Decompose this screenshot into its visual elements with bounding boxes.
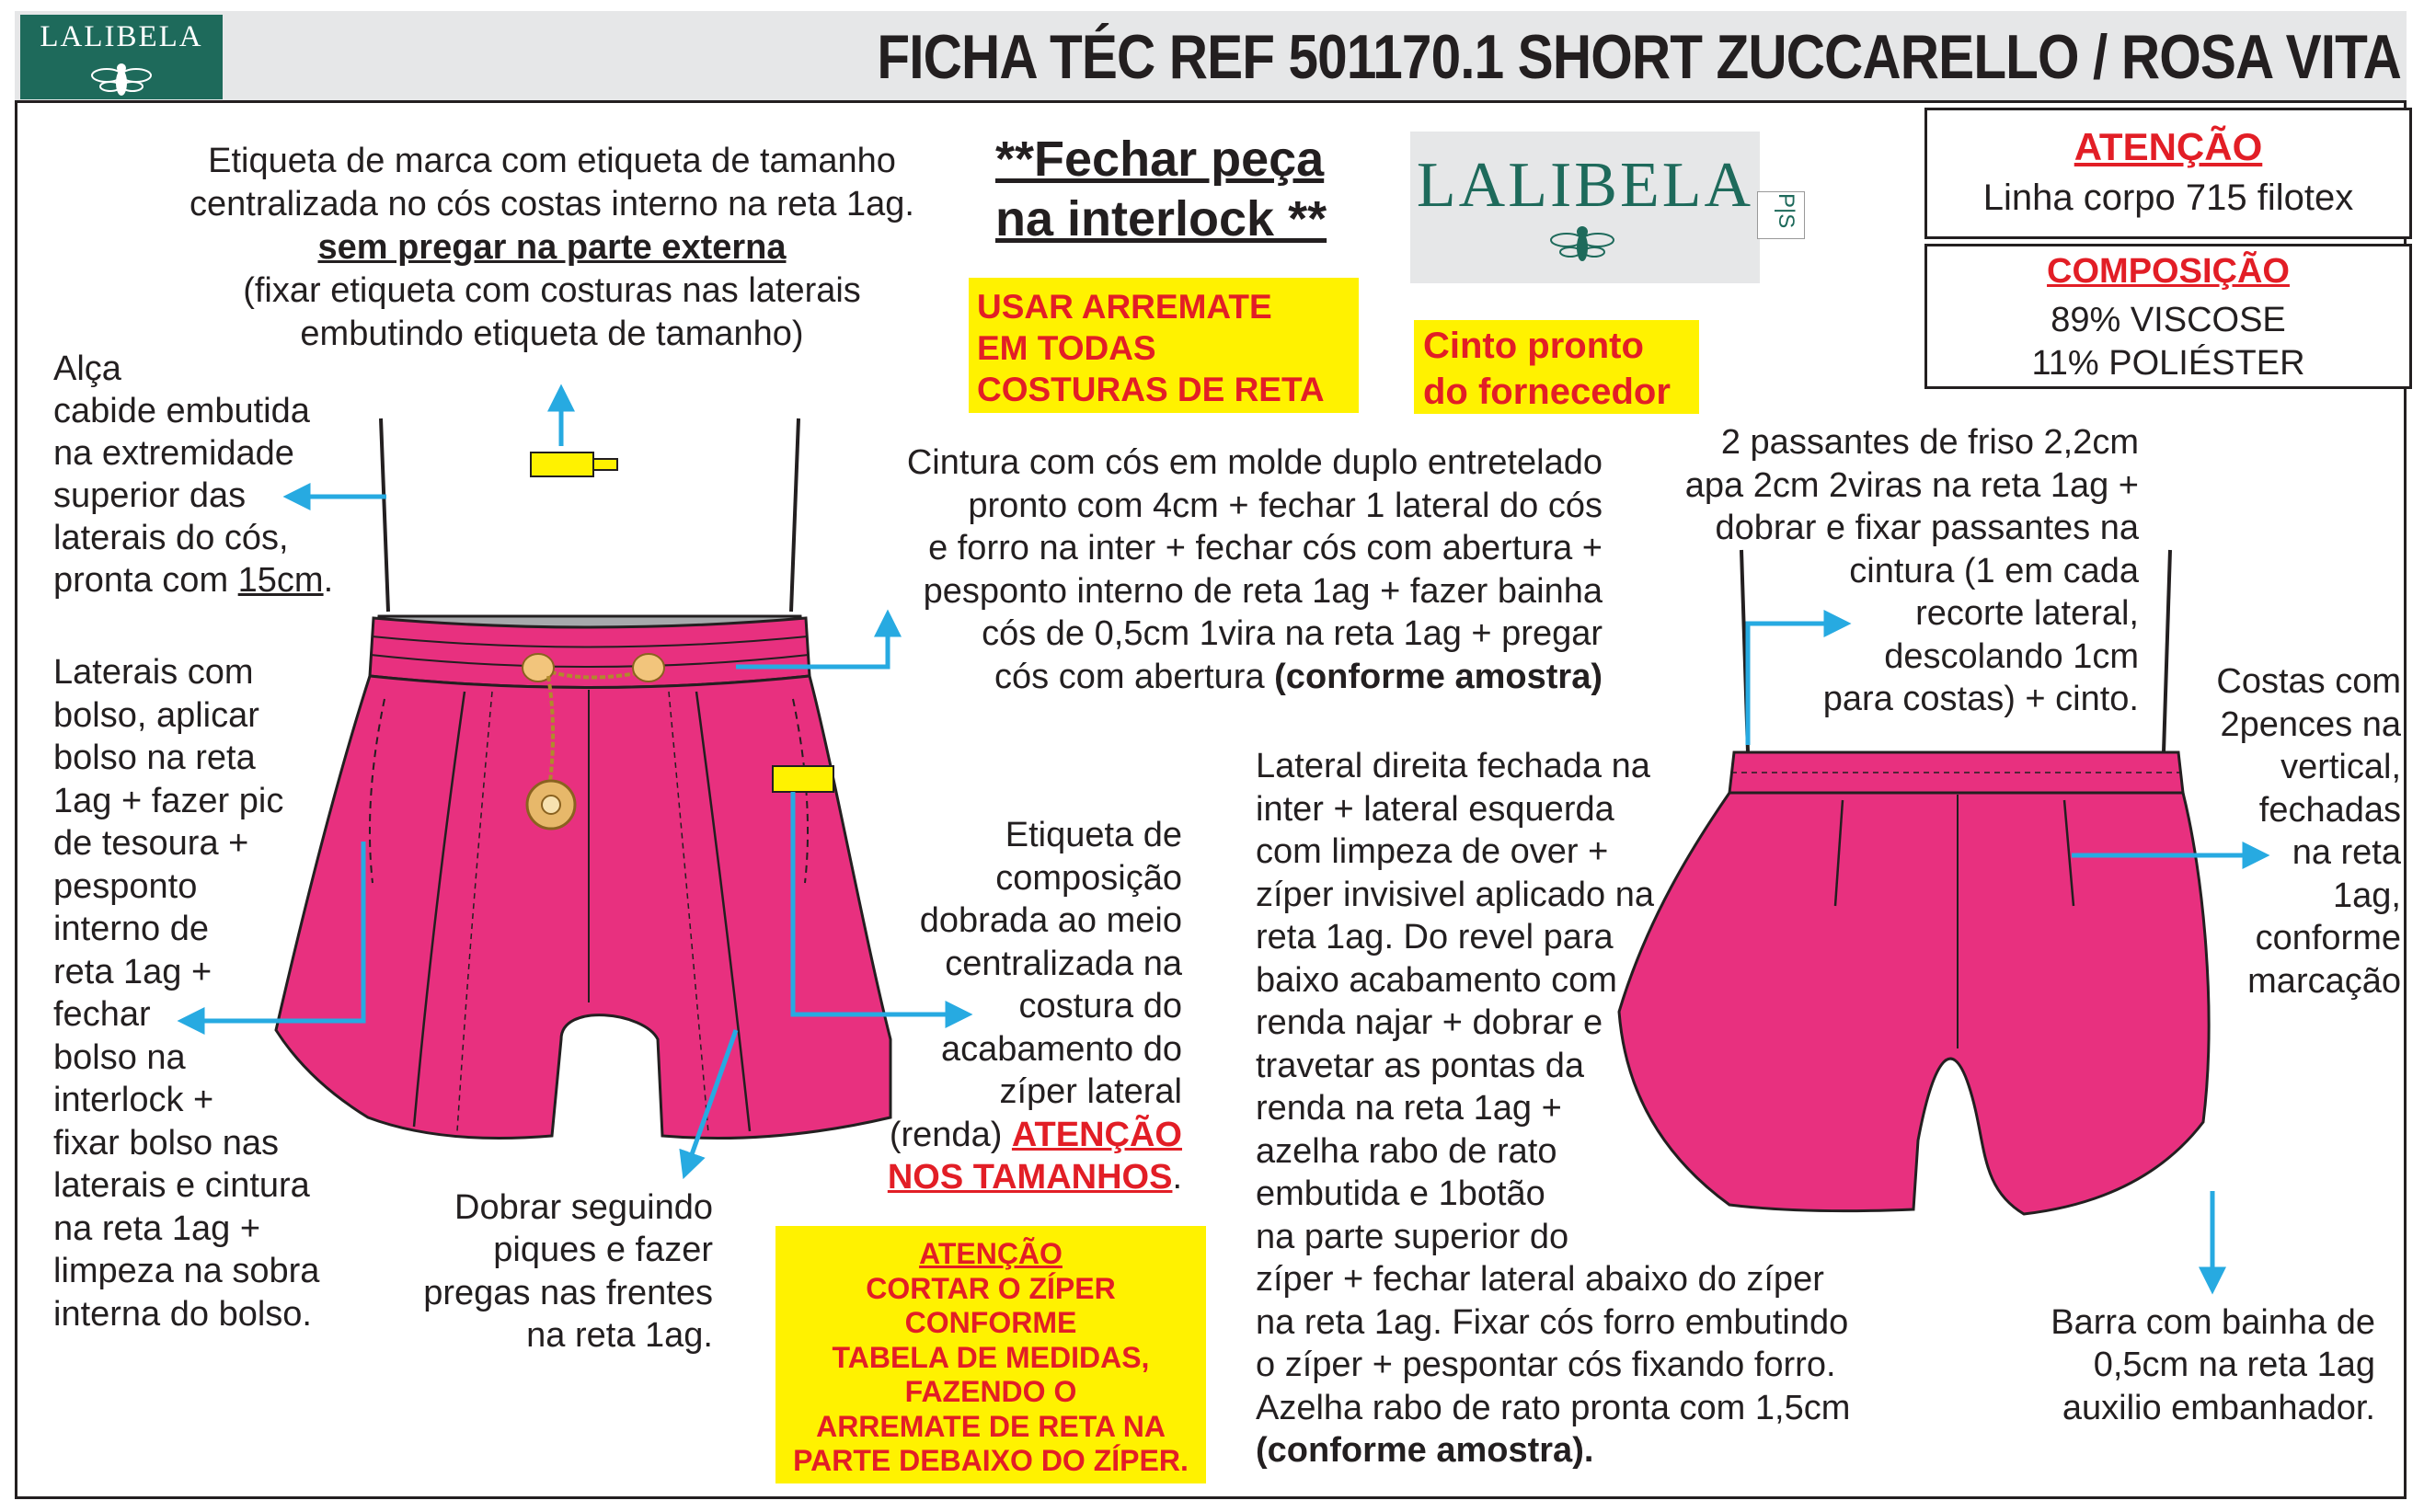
arrow-belt-loops [1748,624,1844,745]
side-pockets-note: interlock + [53,1081,214,1119]
pleats-note: pregas nas frentes [423,1274,713,1312]
waistband-sample: (conforme amostra) [1274,658,1603,696]
cut-zipper-line: TABELA DE MEDIDAS, [832,1340,1150,1374]
belt-loops-note: apa 2cm 2viras na reta 1ag + [1684,466,2139,505]
composition-label-text: (renda) [889,1116,1003,1154]
side-pockets-note: laterais e cintura [53,1166,310,1205]
belt-loops-note: descolando 1cm [1884,637,2139,676]
belt-loops-note: dobrar e fixar passantes na [1715,509,2139,547]
composition-label-note: acabamento do [941,1030,1182,1069]
hanger-loop-note: cabide embutida [53,392,310,430]
back-darts-note: vertical, [2280,748,2401,786]
cut-zipper-line: PARTE DEBAIXO DO ZÍPER. [793,1444,1189,1477]
close-interlock-line: **Fechar peça [995,132,1325,187]
hanger-loop-note: laterais do cós, [53,519,289,557]
pleats-note: Dobrar seguindo [454,1188,713,1227]
belt-loops-note: 2 passantes de friso 2,2cm [1720,423,2139,462]
right-side-note: inter + lateral esquerda [1256,789,1614,829]
close-interlock-line: na interlock ** [995,191,1327,246]
use-finish-line: COSTURAS DE RETA [977,371,1325,408]
side-pockets-note: fechar [53,995,151,1034]
belt-loops-note: recorte lateral, [1915,594,2139,633]
right-side-note: reta 1ag. Do revel para [1256,918,1614,956]
attention-title: ATENÇÃO [2074,125,2263,168]
right-side-note: (conforme amostra). [1256,1431,1594,1470]
pleats-note: na reta 1ag. [526,1316,713,1355]
cut-zipper-line: CORTAR O ZÍPER [866,1271,1116,1305]
hanger-loop-period: . [323,561,334,600]
composition-label-note: costura do [1018,987,1182,1025]
composition-title: COMPOSIÇÃO [2047,252,2290,291]
side-pockets-note: interno de [53,910,210,948]
waistband-note: cós de 0,5cm 1vira na reta 1ag + pregar [982,614,1603,653]
side-pockets-note: reta 1ag + [53,952,213,991]
use-finish-line: USAR ARREMATE [977,288,1272,326]
side-pockets-note: bolso, aplicar [53,695,259,735]
hanger-loop-length: 15cm [237,561,324,600]
pleats-note: piques e fazer [493,1231,713,1269]
back-darts-note: fechadas [2258,791,2401,830]
page-title: FICHA TÉC REF 501170.1 SHORT ZUCCARELLO / ROSA VITA [877,22,2401,92]
brand-label-tag [531,452,617,476]
hem-note: Barra com bainha de [2051,1303,2375,1342]
cut-zipper-line: FAZENDO O [904,1375,1077,1408]
belt-loops-note: para costas) + cinto. [1822,680,2139,718]
right-side-note: Azelha rabo de rato pronta com 1,5cm [1256,1388,1851,1427]
cut-zipper-line: ATENÇÃO [919,1237,1063,1270]
side-pockets-note: bolso na [53,1037,186,1077]
brand-wordmark: LALIBELA [40,20,203,53]
brand-label-note: centralizada no cós costas interno na reta 1ag. [190,185,914,223]
brand-label-note: sem pregar na parte externa [317,228,787,267]
brand-label-note: Etiqueta de marca com etiqueta de tamanho [208,142,896,180]
right-side-note: travetar as pontas da [1256,1046,1584,1085]
hanger-loop-note: na extremidade [53,434,294,473]
attention-text: Linha corpo 715 filotex [1982,178,2354,218]
side-pockets-note: na reta 1ag + [53,1208,261,1248]
composition-label-note: composição [995,859,1182,898]
hem-note: auxilio embanhador. [2062,1389,2375,1427]
logo-size-tag-text: P|S [1774,193,1798,229]
cut-zipper-line: ARREMATE DE RETA NA [816,1409,1166,1443]
front-short-drawing [276,418,890,1139]
composition-label-note: Etiqueta de [1005,816,1182,854]
hanger-loop-text: pronta com [53,561,229,600]
waistband-text: cós com abertura [994,658,1265,696]
right-side-note: azelha rabo de rato [1256,1131,1557,1171]
side-pockets-note: Laterais com [53,653,254,692]
back-darts-note: na reta [2292,833,2401,872]
brand-label-note: (fixar etiqueta com costuras nas laterais [243,271,861,310]
hanger-loop-note: Alça [53,349,121,388]
right-side-note: Lateral direita fechada na [1256,747,1650,785]
hanger-loop-note: superior das [53,476,247,515]
back-darts-note: conforme [2255,919,2401,957]
right-side-note: embutida e 1botão [1256,1174,1545,1213]
right-side-note: na reta 1ag. Fixar cós forro embutindo [1256,1302,1849,1342]
composition-line: 11% POLIÉSTER [2031,344,2305,383]
hem-note: 0,5cm na reta 1ag [2093,1346,2375,1384]
back-short-drawing [1619,550,2209,1214]
composition-label-attention: ATENÇÃO [1011,1116,1182,1154]
side-pockets-note: interna do bolso. [53,1294,312,1334]
waistband-note: pesponto interno de reta 1ag + fazer bainha [923,572,1603,611]
composition-line: 89% VISCOSE [2051,301,2286,339]
side-pockets-note: 1ag + fazer pic [53,781,284,820]
back-darts-note: Costas com [2216,662,2401,701]
waistband-note: e forro na inter + fechar cós com abertura + [928,529,1603,567]
back-darts-note: 1ag, [2333,876,2401,915]
composition-label-note: dobrada ao meio [919,901,1182,940]
right-side-note: o zíper + pespontar cós fixando forro. [1256,1346,1836,1384]
right-side-note: renda na reta 1ag + [1256,1089,1562,1128]
cut-zipper-line: CONFORME [904,1306,1077,1339]
belt-ready-line: Cinto pronto [1423,326,1644,366]
composition-label-sizes: NOS TAMANHOS [887,1158,1173,1197]
back-darts-note: marcação [2247,962,2401,1001]
side-pockets-note: bolso na reta [53,739,256,777]
right-side-note: baixo acabamento com [1256,960,1617,1000]
composition-label-note: zíper lateral [999,1072,1182,1111]
use-finish-line: EM TODAS [977,329,1156,367]
side-pockets-note: de tesoura + [53,824,249,863]
back-darts-note: 2pences na [2220,705,2401,744]
composition-label-note: centralizada na [945,945,1182,983]
right-side-note: com limpeza de over + [1256,832,1609,871]
logo-wordmark: LALIBELA [1416,150,1754,221]
right-side-note: renda najar + dobrar e [1256,1003,1603,1042]
side-pockets-note: fixar bolso nas [53,1123,280,1163]
waistband-note: pronto com 4cm + fechar 1 lateral do cós [968,487,1603,525]
side-pockets-note: limpeza na sobra [53,1252,320,1290]
right-side-note: na parte superior do [1256,1217,1569,1256]
right-side-note: zíper + fechar lateral abaixo do zíper [1256,1260,1824,1299]
waistband-note: Cintura com cós em molde duplo entretelado [906,443,1603,482]
belt-loops-note: cintura (1 em cada [1849,552,2139,590]
side-pockets-note: pesponto [53,866,198,906]
right-side-note: zíper invisivel aplicado na [1256,875,1655,914]
composition-label-period: . [1172,1158,1182,1197]
brand-label-note: embutindo etiqueta de tamanho) [300,315,804,353]
belt-ready-line: do fornecedor [1423,372,1671,412]
